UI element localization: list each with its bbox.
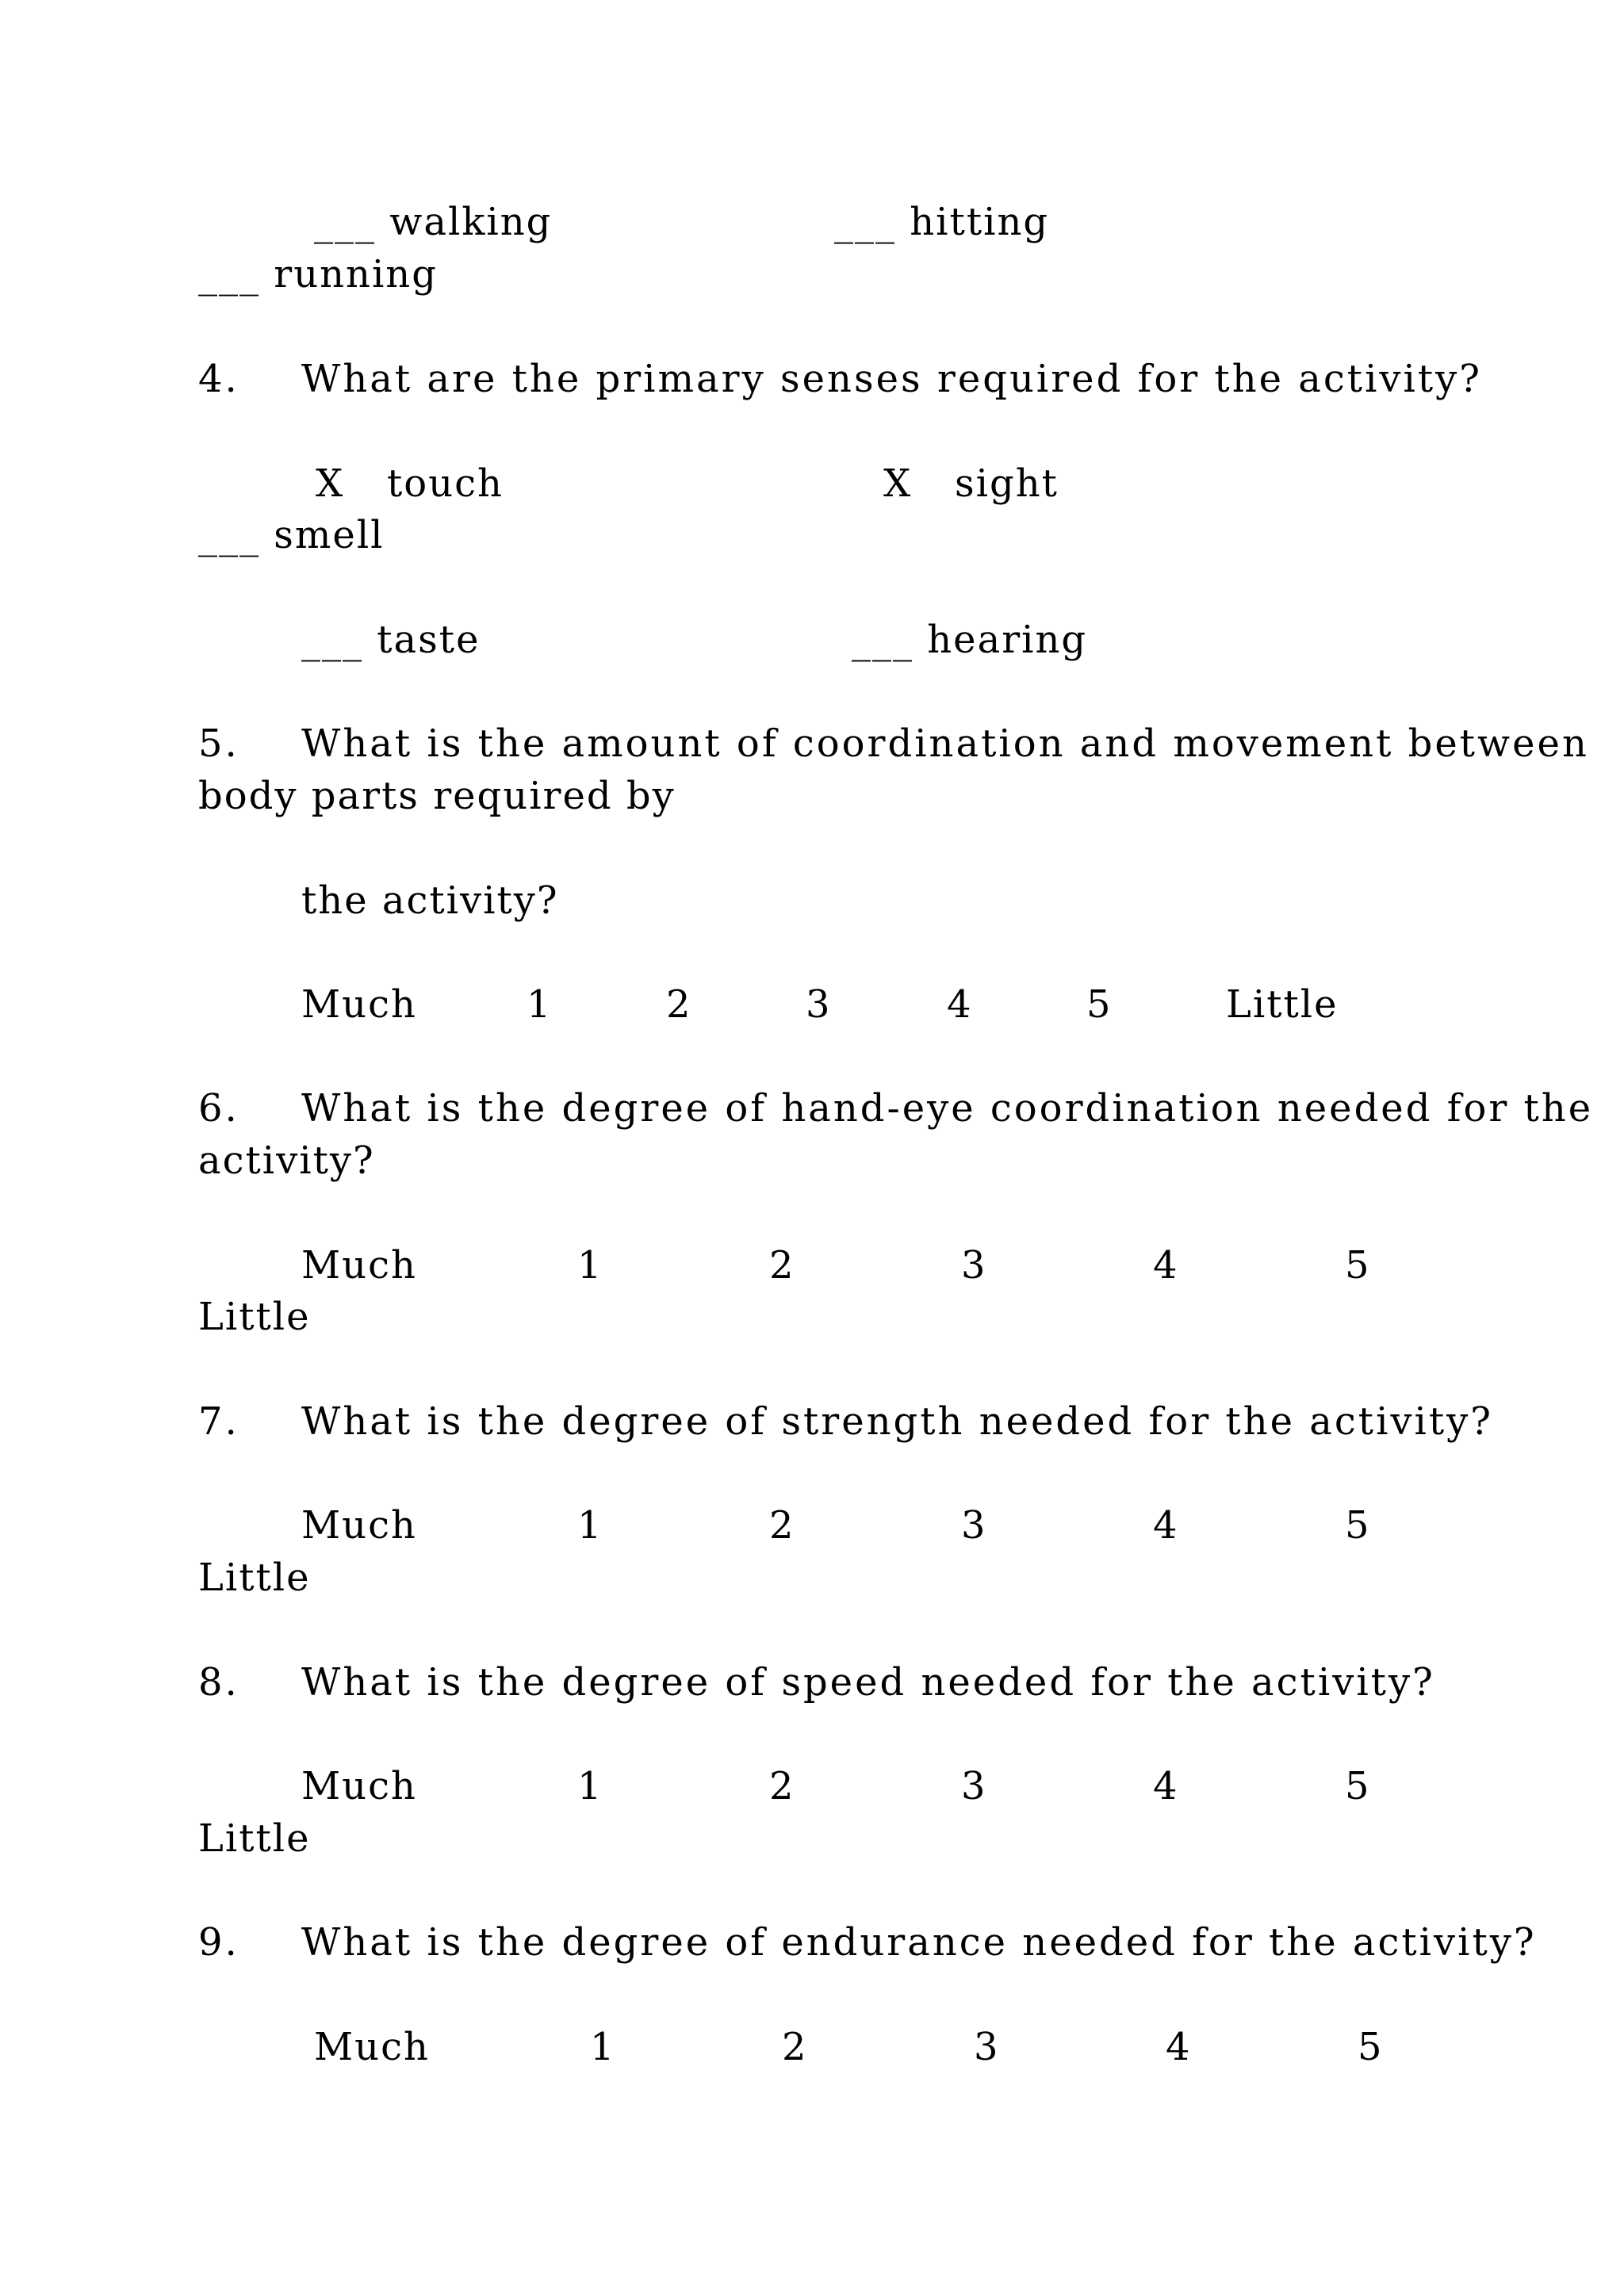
q6-text-line1: What is the degree of hand-eye coordination needed for the bbox=[301, 1086, 1594, 1131]
q4-touch-mark: X bbox=[316, 461, 345, 506]
q5-scale-much: Much bbox=[301, 982, 417, 1027]
q7-scale-5: 5 bbox=[1345, 1503, 1371, 1548]
q9-text: What is the degree of endurance needed for the activity? bbox=[301, 1920, 1537, 1965]
q7-scale-little: Little bbox=[198, 1556, 311, 1600]
q9-scale-2: 2 bbox=[782, 2025, 808, 2069]
q8-scale-3: 3 bbox=[961, 1764, 987, 1808]
q6-scale-little: Little bbox=[198, 1295, 311, 1339]
q6-scale-2: 2 bbox=[769, 1243, 795, 1288]
q8-text: What is the degree of speed needed for the activity? bbox=[301, 1660, 1435, 1705]
q6-text-line2: activity? bbox=[198, 1138, 375, 1183]
q7-number: 7. bbox=[198, 1399, 239, 1444]
q4-option-smell: ___ smell bbox=[198, 513, 385, 557]
q5-scale-4: 4 bbox=[947, 982, 973, 1027]
q5-text-line2: body parts required by bbox=[198, 774, 676, 818]
q8-scale-2: 2 bbox=[769, 1764, 795, 1808]
q7-text: What is the degree of strength needed for the activity? bbox=[301, 1399, 1494, 1444]
option-running: ___ running bbox=[198, 252, 438, 297]
option-walking: ___ walking bbox=[314, 200, 553, 244]
q9-scale-4: 4 bbox=[1166, 2025, 1192, 2069]
q5-scale-1: 1 bbox=[527, 982, 553, 1027]
q9-scale-much: Much bbox=[314, 2025, 430, 2069]
q8-number: 8. bbox=[198, 1660, 239, 1705]
q5-text-line3: the activity? bbox=[301, 878, 559, 923]
q7-scale-4: 4 bbox=[1153, 1503, 1179, 1548]
q6-scale-much: Much bbox=[301, 1243, 417, 1288]
q4-sight-mark: X bbox=[883, 461, 913, 506]
q6-scale-3: 3 bbox=[961, 1243, 987, 1288]
q7-scale-2: 2 bbox=[769, 1503, 795, 1548]
q5-scale-3: 3 bbox=[806, 982, 832, 1027]
q4-option-touch: touch bbox=[387, 461, 504, 506]
q8-scale-much: Much bbox=[301, 1764, 417, 1808]
q8-scale-little: Little bbox=[198, 1816, 311, 1861]
q8-scale-4: 4 bbox=[1153, 1764, 1179, 1808]
q8-scale-5: 5 bbox=[1345, 1764, 1371, 1808]
q5-scale-little: Little bbox=[1226, 982, 1339, 1027]
q6-number: 6. bbox=[198, 1086, 239, 1131]
q6-scale-4: 4 bbox=[1153, 1243, 1179, 1288]
q7-scale-much: Much bbox=[301, 1503, 417, 1548]
q9-scale-5: 5 bbox=[1358, 2025, 1384, 2069]
q9-number: 9. bbox=[198, 1920, 239, 1965]
q5-scale-2: 2 bbox=[666, 982, 692, 1027]
q5-number: 5. bbox=[198, 721, 239, 766]
q4-number: 4. bbox=[198, 357, 239, 401]
q4-option-hearing: ___ hearing bbox=[852, 618, 1088, 662]
q7-scale-3: 3 bbox=[961, 1503, 987, 1548]
q6-scale-5: 5 bbox=[1345, 1243, 1371, 1288]
q4-text: What are the primary senses required for the activity? bbox=[301, 357, 1483, 401]
q5-text-line1: What is the amount of coordination and movement between bbox=[301, 721, 1589, 766]
q7-scale-1: 1 bbox=[577, 1503, 603, 1548]
q9-scale-3: 3 bbox=[974, 2025, 1000, 2069]
q8-scale-1: 1 bbox=[577, 1764, 603, 1808]
q4-option-taste: ___ taste bbox=[301, 618, 481, 662]
q6-scale-1: 1 bbox=[577, 1243, 603, 1288]
q4-option-sight: sight bbox=[955, 461, 1059, 506]
option-hitting: ___ hitting bbox=[834, 200, 1050, 244]
q9-scale-1: 1 bbox=[590, 2025, 616, 2069]
q5-scale-5: 5 bbox=[1086, 982, 1113, 1027]
